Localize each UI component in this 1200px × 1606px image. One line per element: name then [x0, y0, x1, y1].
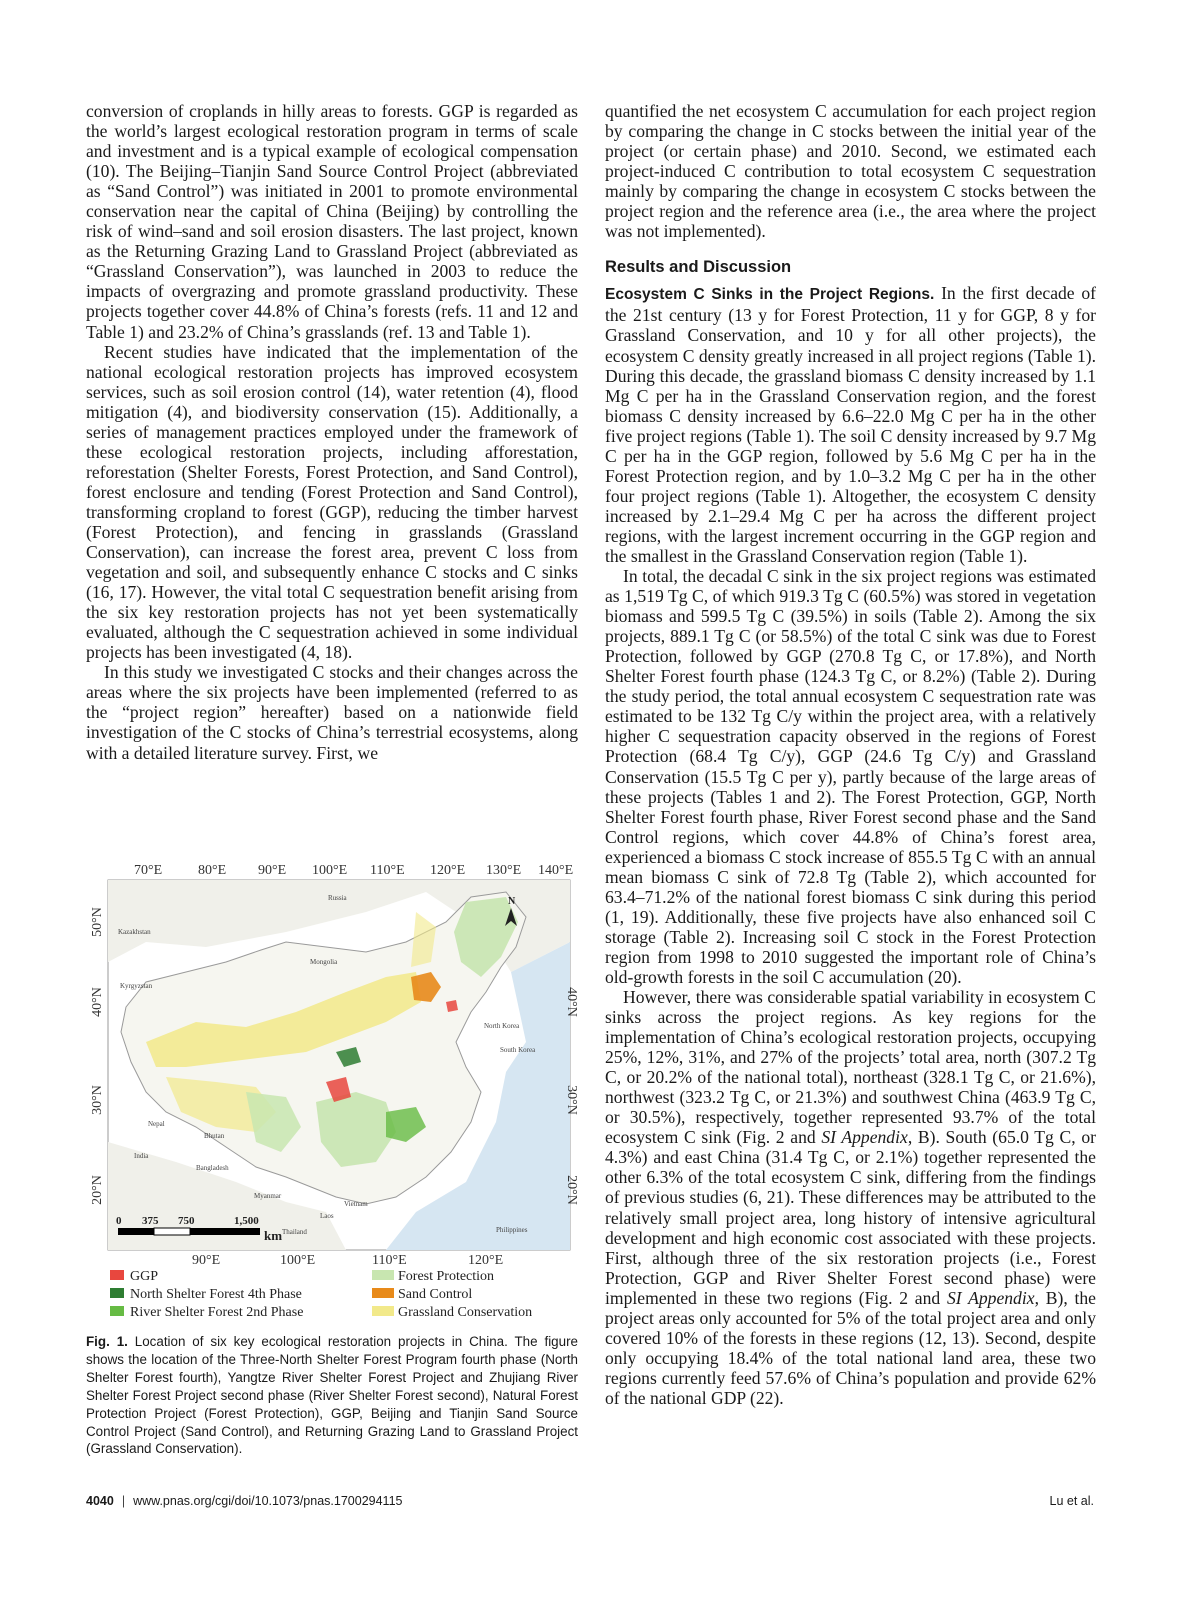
- scale-unit: km: [264, 1228, 283, 1243]
- paragraph-text: , B), the project areas only accounted for 5% of the total project area and only covered 10% of the forests in these regions (12, 13). Second, despite only occupying 18.4% of the total national land area, these two regions currently feed 57.6% of China’s population and provide 62% of the national GDP (22).: [605, 1287, 1096, 1408]
- paragraph: [605, 987, 1096, 1408]
- legend-swatch: [372, 1306, 394, 1316]
- caption-label: Fig. 1.: [86, 1334, 128, 1349]
- country-label: Bangladesh: [196, 1164, 229, 1172]
- lat-label-right: 40°N: [564, 987, 578, 1017]
- lon-label-top: 100°E: [312, 863, 348, 878]
- legend-swatch: [110, 1270, 124, 1280]
- lon-label-top: 90°E: [258, 863, 287, 878]
- legend-label: River Shelter Forest 2nd Phase: [130, 1305, 304, 1320]
- lon-label-top: 120°E: [430, 863, 466, 878]
- lat-label-left: 50°N: [90, 907, 105, 937]
- lon-label-bottom: 110°E: [372, 1253, 407, 1268]
- country-label: North Korea: [484, 1022, 520, 1030]
- lat-label-left: 30°N: [90, 1085, 105, 1115]
- right-text-column: [605, 101, 1096, 1408]
- country-label: Thailand: [282, 1228, 307, 1236]
- footer-separator: |: [121, 1494, 126, 1508]
- country-label: Vietnam: [344, 1200, 368, 1208]
- paragraph: In this study we investigated C stocks and their changes across the areas where the six projects have been implemented (referred to as the “project region” hereafter) based on a nationwide field investigation of the C stocks of China’s terrestrial ecosystems, along with a detailed literature survey. First, we: [86, 662, 578, 763]
- lat-label-right: 30°N: [564, 1085, 578, 1115]
- paragraph: quantified the net ecosystem C accumulation for each project region by comparing the change in C stocks between the initial year of the project (or certain phase) and 2010. Second, we estimated each project-induced C contribution to total ecosystem C sequestration mainly by comparing the change in ecosystem C stocks between the project region and the reference area (i.e., the area where the project was not implemented).: [605, 101, 1096, 242]
- si-appendix-ref: SI Appendix: [947, 1287, 1035, 1308]
- legend-swatch: [110, 1288, 124, 1298]
- paragraph: In the first decade of the 21st century (13 y for Forest Protection, 11 y for GGP, 8 y for Grassland Conservation, and 10 y for all other projects), the ecosystem C density greatly increased in all project regions (Table 1). During this decade, the grassland biomass C density increased by 1.1 Mg C per ha in the Grassland Conservation region, and the forest biomass C density increased by 6.6–22.0 Mg C per ha in the other five project regions (Table 1). The soil C density increased by 9.7 Mg C per ha in the GGP region, followed by 5.6 Mg C per ha in the Forest Protection region, and by 1.0–3.2 Mg C per ha in the other four project regions (Table 1). Altogether, the ecosystem C density increased by 2.1–29.4 Mg C per ha across the different project regions, with the largest increment occurring in the GGP region and the smallest in the Grassland Conservation region (Table 1).: [605, 283, 1097, 566]
- legend-swatch: [372, 1270, 394, 1280]
- running-author: Lu et al.: [1049, 1494, 1094, 1508]
- paragraph: Recent studies have indicated that the implementation of the national ecological restoration projects has improved ecosystem services, such as soil erosion control (14), water retention (4), flood mitigation (4), and biodiversity conservation (15). Additionally, a series of management practices employed under the framework of these ecological restoration projects, including afforestation, reforestation (Shelter Forests, Forest Protection, and Sand Control), forest enclosure and tending (Forest Protection and Sand Control), transforming cropland to forest (GGP), reducing the timber harvest (Forest Protection), and fencing in grasslands (Grassland Conservation), can increase the forest area, prevent C loss from vegetation and soil, and subsequently enhance C stocks and C sinks (16, 17). However, the vital total C sequestration benefit arising from the six key restoration projects has not yet been systematically evaluated, although the C sequestration achieved in some individual projects has been investigated (4, 18).: [86, 341, 578, 663]
- lon-label-top: 140°E: [538, 863, 574, 878]
- north-arrow-label: N: [508, 896, 516, 907]
- country-label: Kazakhstan: [118, 928, 151, 936]
- legend-label: Grassland Conservation: [398, 1305, 533, 1320]
- legend-swatch: [110, 1306, 124, 1316]
- map-svg: [86, 852, 578, 1328]
- country-label: Bhutan: [204, 1132, 225, 1140]
- paragraph: In total, the decadal C sink in the six project regions was estimated as 1,519 Tg C, of which 919.3 Tg C (60.5%) was stored in vegetation biomass and 599.5 Tg C (39.5%) in soils (Table 2). Among the six projects, 889.1 Tg C (or 58.5%) of the total C sink was due to Forest Protection, followed by GGP (270.8 Tg C, or 17.8%), and North Shelter Forest fourth phase (124.3 Tg C, or 8.2%) (Table 2). During the study period, the total annual ecosystem C sequestration rate was estimated to be 132 Tg C/y within the project area, with a relatively higher C sequestration capacity observed in the regions of Forest Protection (68.4 Tg C/y), GGP (24.6 Tg C/y) and Grassland Conservation (15.5 Tg C per y), partly because of the large areas of these projects (Tables 1 and 2). The Forest Protection, GGP, North Shelter Forest fourth phase, River Forest second phase and the Sand Control regions, which cover 44.8% of China’s forest area, experienced a biomass C stock increase of 855.5 Tg C with an annual mean biomass C sink of 72.8 Tg (Table 2), which accounted for 63.4–71.2% of the national forest biomass C sink during this period (1, 19). Additionally, these five projects have also enhanced soil C storage (Table 2). Increasing soil C stock in the Forest Protection region from 1998 to 2010 suggested the important role of China’s old-growth forests in the soil C accumulation (20).: [605, 566, 1096, 987]
- paragraph-text: , B). South (65.0 Tg C, or 4.3%) and east China (31.4 Tg C, or 2.1%) together represented the other 6.3% of the total ecosystem C sink, differing from the findings of previous studies (6, 21). These differences may be attributed to the relatively small project area, long history of intensive agricultural development and high economic cost associated with these projects. First, although three of the six restoration projects (i.e., Forest Protection, GGP and River Shelter Forest second phase) were implemented in these two regions (Fig. 2 and: [605, 1127, 1096, 1308]
- si-appendix-ref: SI Appendix: [821, 1127, 908, 1148]
- lon-label-top: 110°E: [370, 863, 405, 878]
- scale-tick-label: 750: [178, 1215, 195, 1227]
- country-label: Myanmar: [254, 1192, 282, 1200]
- legend-swatch: [372, 1288, 394, 1298]
- legend-label: Sand Control: [398, 1287, 473, 1302]
- country-label: Laos: [320, 1212, 334, 1220]
- country-label: South Korea: [500, 1046, 536, 1054]
- country-label: Kyrgyzstan: [120, 982, 153, 990]
- figure-1-map: [86, 852, 578, 1328]
- country-label: Mongolia: [310, 958, 338, 966]
- lat-label-left: 20°N: [90, 1175, 105, 1205]
- country-label: Philippines: [496, 1226, 528, 1234]
- lon-label-top: 130°E: [486, 863, 522, 878]
- lat-label-left: 40°N: [90, 987, 105, 1017]
- legend-label: North Shelter Forest 4th Phase: [130, 1287, 302, 1302]
- lon-label-bottom: 100°E: [280, 1253, 316, 1268]
- scale-tick-label: 375: [142, 1215, 159, 1227]
- paragraph: conversion of croplands in hilly areas to forests. GGP is regarded as the world’s largest ecological restoration program in terms of scale and investment and is a typical example of ecological compensation (10). The Beijing–Tianjin Sand Source Control Project (abbreviated as “Sand Control”) was initiated in 2001 to promote environmental conservation near the capital of China (Beijing) by controlling the risk of wind–sand and soil erosion disasters. The last project, known as the Returning Grazing Land to Grassland Project (abbreviated as “Grassland Conservation”), was launched in 2003 to reduce the impacts of overgrazing and promote grassland productivity. These projects together cover 44.8% of China’s forests (refs. 11 and 12 and Table 1) and 23.2% of China’s grasslands (ref. 13 and Table 1).: [86, 101, 578, 342]
- lon-label-bottom: 120°E: [468, 1253, 504, 1268]
- country-label: Russia: [328, 894, 347, 902]
- lon-label-top: 70°E: [134, 863, 163, 878]
- paragraph-text: However, there was considerable spatial variability in ecosystem C sinks across the project regions. As key regions for the implementation of China’s ecological restoration projects, occupying 25%, 12%, 31%, and 27% of the projects’ total area, north (307.2 Tg C, or 20.2% of the national total), northeast (328.1 Tg C, or 21.6%), northwest (323.2 Tg C, or 21.3%) and southwest China (463.9 Tg C, or 30.5%), respectively, together represented 93.7% of the total ecosystem C sink (Fig. 2 and: [605, 987, 1096, 1148]
- country-label: Nepal: [148, 1120, 165, 1128]
- scale-tick-label: 1,500: [234, 1215, 259, 1227]
- doi-link[interactable]: www.pnas.org/cgi/doi/10.1073/pnas.1700294115: [133, 1494, 403, 1508]
- lon-label-bottom: 90°E: [192, 1253, 221, 1268]
- legend-label: GGP: [130, 1269, 159, 1284]
- scale-tick-label: 0: [116, 1215, 122, 1227]
- left-text-column: [86, 101, 578, 763]
- legend-label: Forest Protection: [398, 1269, 495, 1284]
- caption-text: Location of six key ecological restoration projects in China. The figure shows the location of the Three-North Shelter Forest Program fourth phase (North Shelter Forest fourth), Yangtze River Shelter Forest Project and Zhujiang River Shelter Forest Project second phase (River Shelter Forest second), Natural Forest Protection Project (Forest Protection), GGP, Beijing and Tianjin Sand Source Control Project (Sand Control), and Returning Grazing Land to Grassland Project (Grassland Conservation).: [86, 1334, 578, 1457]
- page-footer-left: [86, 1494, 402, 1508]
- subsection-heading: Ecosystem C Sinks in the Project Regions.: [605, 286, 935, 304]
- lon-label-top: 80°E: [198, 863, 227, 878]
- legend: [110, 1269, 532, 1320]
- ggp-region: [446, 1000, 458, 1012]
- page-number: 4040: [86, 1494, 114, 1508]
- figure-caption: [86, 1333, 578, 1458]
- lat-label-right: 20°N: [564, 1175, 578, 1205]
- country-label: India: [134, 1152, 149, 1160]
- section-heading: Results and Discussion: [605, 258, 792, 277]
